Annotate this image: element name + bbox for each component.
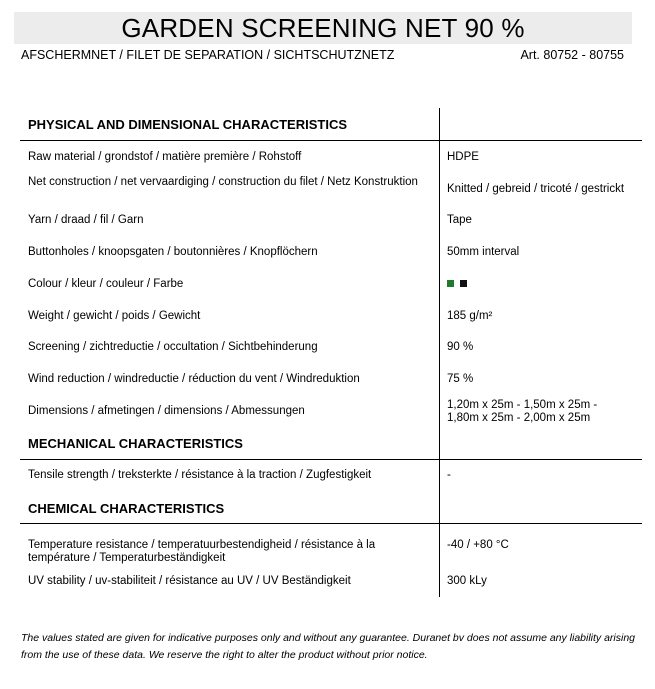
title-banner [14, 12, 632, 44]
spec-value: 50mm interval [447, 246, 520, 258]
spec-label: Wind reduction / windreductie / réduction du vent / Windreduktion [28, 373, 360, 385]
spec-value: 1,20m x 25m - 1,50m x 25m - 1,80m x 25m - 2,00m x 25m [447, 399, 598, 424]
spec-label: Weight / gewicht / poids / Gewicht [28, 310, 201, 322]
spec-value: Tape [447, 214, 472, 226]
spec-value: 75 % [447, 373, 474, 385]
spec-label: Screening / zichtreductie / occultation / Sichtbehinderung [28, 341, 318, 353]
spec-value: 185 g/m² [447, 310, 493, 322]
spec-label: Temperature resistance / temperatuurbestendigheid / résistance à la température / Temperaturbeständigkeit [28, 539, 376, 564]
section-title-mechanical: MECHANICAL CHARACTERISTICS [28, 436, 243, 451]
disclaimer-text: The values stated are given for indicative purposes only and without any guarantee. Duranet bv does not assume any liability arising from the use of these data. We reserve the right to alter the product without prior notice. [21, 632, 636, 661]
spec-value: Knitted / gebreid / tricoté / gestrickt [447, 183, 625, 195]
article-number: Art. 80752 - 80755 [520, 48, 624, 62]
section-rule [20, 523, 642, 524]
spec-label: UV stability / uv-stabiliteit / résistance au UV / UV Beständigkeit [28, 575, 351, 587]
spec-label: Net construction / net vervaardiging / construction du filet / Netz Konstruktion [28, 176, 418, 188]
page-title: GARDEN SCREENING NET 90 % [121, 13, 525, 43]
spec-label: Dimensions / afmetingen / dimensions / Abmessungen [28, 405, 305, 417]
spec-value: -40 / +80 °C [447, 539, 509, 551]
subtitle-translations: AFSCHERMNET / FILET DE SEPARATION / SICHTSCHUTZNETZ [21, 48, 395, 62]
section-rule [20, 459, 642, 460]
spec-label: Tensile strength / treksterkte / résistance à la traction / Zugfestigkeit [28, 469, 372, 481]
spec-label: Yarn / draad / fil / Garn [28, 214, 144, 226]
black-swatch [460, 280, 467, 287]
section-rule [20, 140, 642, 141]
spec-value: HDPE [447, 151, 479, 163]
spec-label: Colour / kleur / couleur / Farbe [28, 278, 184, 290]
spec-value: - [447, 469, 451, 481]
green-swatch [447, 280, 454, 287]
section-title-physical: PHYSICAL AND DIMENSIONAL CHARACTERISTICS [28, 117, 348, 132]
section-title-chemical: CHEMICAL CHARACTERISTICS [28, 501, 225, 516]
spec-value: 300 kLy [447, 575, 487, 587]
spec-value: 90 % [447, 341, 474, 353]
spec-label: Raw material / grondstof / matière première / Rohstoff [28, 151, 302, 163]
spec-label: Buttonholes / knoopsgaten / boutonnières / Knopflöchern [28, 246, 318, 258]
colour-swatches [447, 278, 642, 291]
